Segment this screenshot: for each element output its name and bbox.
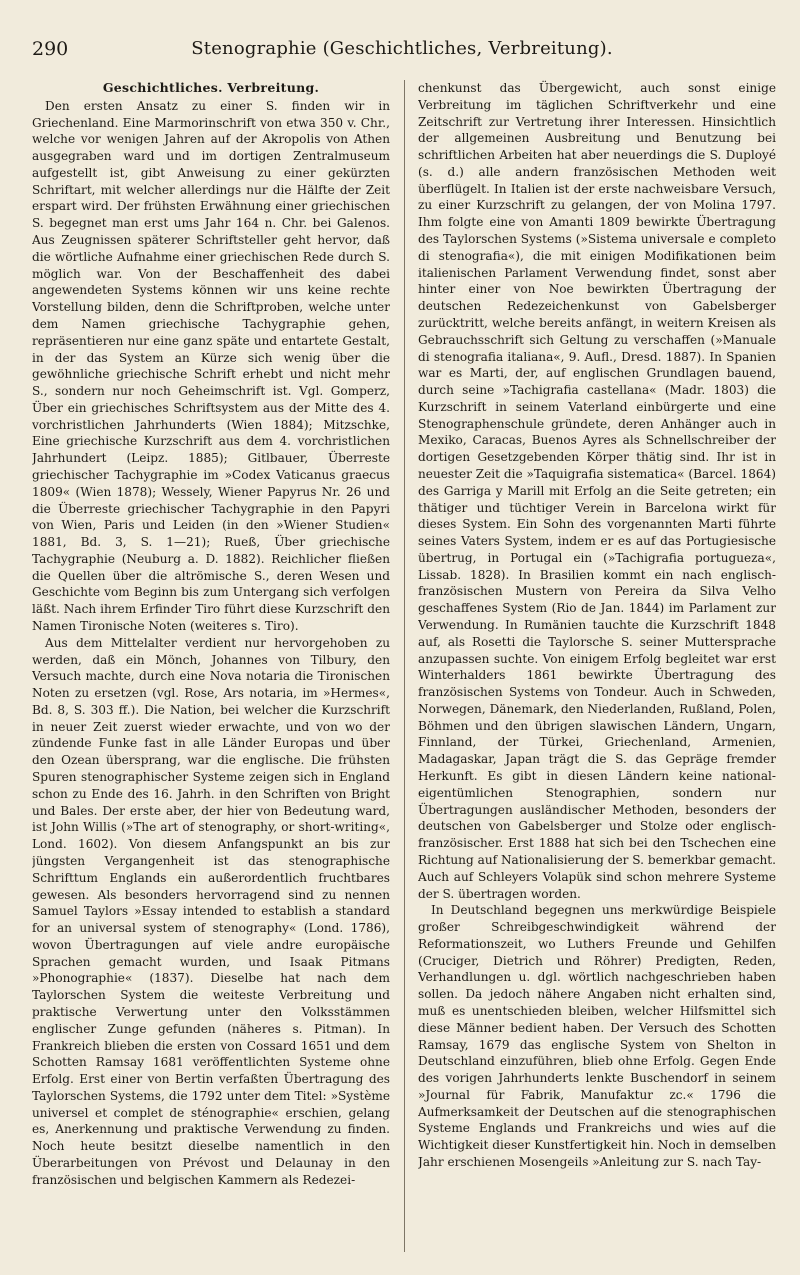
running-head: Stenographie (Geschichtliches, Verbreitung).	[191, 38, 613, 59]
column-divider	[404, 80, 405, 1252]
right-column	[418, 80, 776, 1252]
paragraph: Aus dem Mittelalter verdient nur hervorgehoben zu werden, daß ein Mönch, Johannes von Tilbury, den Versuch machte, durch eine Nova notaria die Tironischen Noten zu ersetzen (vgl. Rose, Ars notaria, im »Hermes«, Bd. 8, S. 303 ff.). Die Nation, bei welcher die Kurzschrift in neuer Zeit zuerst wieder erwachte, und von wo der zündende Funke fast in alle Länder Europas und über den Ozean übersprang, war die englische. Die frühsten Spuren stenographischer Systeme zeigen sich in England schon zu Ende des 16. Jahrh. in den Schriften von Bright und Bales. Der erste aber, der hier von Bedeutung ward, ist John Willis (»The art of stenography, or short-writing«, Lond. 1602). Von diesem Anfangspunkt an bis zur jüngsten Vergangenheit ist das stenographische Schrifttum Englands ein außerordentlich fruchtbares gewesen. Als besonders hervorragend sind zu nennen Samuel Taylors »Essay intended to establish a standard for an universal system of stenography« (Lond. 1786), wovon Übertragungen auf viele andre europäische Sprachen gemacht wurden, und Isaak Pitmans »Phonographie« (1837). Dieselbe hat nach dem Taylorschen System die weiteste Verbreitung und praktische Verwertung unter den Volksstämmen englischer Zunge gefunden (näheres s. Pitman). In Frankreich blieben die ersten von Cossard 1651 und dem Schotten Ramsay 1681 veröffentlichten Systeme ohne Erfolg. Erst einer von Bertin verfaßten Übertragung des Taylorschen Systems, die 1792 unter dem Titel: »Système universel et complet de sténographie« erschien, gelang es, Anerkennung und praktische Verwendung zu finden. Noch heute besitzt dieselbe namentlich in den Überarbeitungen von Prévost und Delaunay in den französischen und belgischen Kammern als Redezei-	[32, 635, 390, 1187]
page-header	[32, 34, 772, 68]
left-column	[32, 80, 390, 1252]
section-heading: Geschichtliches. Verbreitung.	[102, 80, 320, 95]
paragraph: Den ersten Ansatz zu einer S. finden wir in Griechenland. Eine Marmorinschrift von etwa 350 v. Chr., welche vor wenigen Jahren auf der Akropolis von Athen ausgegraben ward und im dortigen Zentralmuseum aufgestellt ist, gibt Anweisung zu einer gekürzten Schriftart, mit welcher allerdings nur die Hälfte der Zeit erspart wird. Der frühsten Erwähnung einer griechischen S. begegnet man erst ums Jahr 164 n. Chr. bei Galenos. Aus Zeugnissen späterer Schriftsteller geht hervor, daß die wörtliche Aufnahme einer griechischen Rede durch S. möglich war. Von der Beschaffenheit des dabei angewendeten Systems können wir uns keine rechte Vorstellung bilden, denn die Schriftproben, welche unter dem Namen griechische Tachygraphie gehen, repräsentieren nur eine ganz späte und entartete Gestalt, in der das System an Kürze sich wenig über die gewöhnliche griechische Schrift erhebt und nicht mehr S., sondern nur noch Geheimschrift ist. Vgl. Gomperz, Über ein griechisches Schriftsystem aus der Mitte des 4. vorchristlichen Jahrhunderts (Wien 1884); Mitzschke, Eine griechische Kurzschrift aus dem 4. vorchristlichen Jahrhundert (Leipz. 1885); Gitlbauer, Überreste griechischer Tachygraphie im »Codex Vaticanus graecus 1809« (Wien 1878); Wessely, Wiener Papyrus Nr. 26 und die Überreste griechischer Tachygraphie in den Papyri von Wien, Paris und Leiden (in den »Wiener Studien« 1881, Bd. 3, S. 1—21); Rueß, Über griechische Tachygraphie (Neuburg a. D. 1882). Reichlicher fließen die Quellen über die altrömische S., deren Wesen und Geschichte vom Beginn bis zum Untergang sich verfolgen läßt. Nach ihrem Erfinder Tiro führt diese Kurzschrift den Namen Tironische Noten (weiteres s. Tiro).	[32, 98, 390, 633]
paragraph-continued: chenkunst das Übergewicht, auch sonst einige Verbreitung im täglichen Schriftverkehr und eine Zeitschrift zur Vertretung ihrer Interessen. Hinsichtlich der allgemeinen Ausbreitung und Benutzung bei schriftlichen Arbeiten hat aber neuerdings die S. Duployé (s. d.) alle andern französischen Methoden weit überflügelt. In Italien ist der erste nachweisbare Versuch, zu einer Kurzschrift zu gelangen, der von Molina 1797. Ihm folgte eine von Amanti 1809 bewirkte Übertragung des Taylorschen Systems (»Sistema universale e completo di stenografia«), die mit einigen Modifikationen beim italienischen Parlament Verwendung findet, sonst aber hinter einer von Noe bewirkten Übertragung der deutschen Redezeichenkunst von Gabelsberger zurücktritt, welche bereits anfängt, in weitern Kreisen als Gebrauchsschrift sich Geltung zu verschaffen (»Manuale di stenografia italiana«, 9. Aufl., Dresd. 1887). In Spanien war es Marti, der, auf englischen Grundlagen bauend, durch seine »Tachigrafia castellana« (Madr. 1803) die Kurzschrift in seinem Vaterland einbürgerte und eine Stenographenschule gründete, deren Anhänger auch in Mexiko, Caracas, Buenos Ayres als Schnellschreiber der dortigen Gesetzgebenden Körper thätig sind. Ihr ist in neuester Zeit die »Taquigrafia sistematica« (Barcel. 1864) des Garriga y Marill mit Erfolg an die Seite getreten; ein thätiger und tüchtiger Verein in Barcelona wirkt für dieses System. Ein Sohn des vorgenannten Marti führte seines Vaters System, indem er es auf das Portugiesische übertrug, in Portugal ein (»Tachigrafia portugueza«, Lissab. 1828). In Brasilien kommt ein nach englisch-französischen Mustern von Pereira da Silva Velho geschaffenes System (Rio de Jan. 1844) im Parlament zur Verwendung. In Rumänien tauchte die Kurzschrift 1848 auf, als Rosetti die Taylorsche S. seiner Muttersprache anzupassen suchte. Von einigem Erfolg begleitet war erst Winterhalders 1861 bewirkte Übertragung des französischen Systems von Tondeur. Auch in Schweden, Norwegen, Dänemark, den Niederlanden, Rußland, Polen, Böhmen und den übrigen slawischen Ländern, Ungarn, Finnland, der Türkei, Griechenland, Armenien, Madagaskar, Japan trägt die S. das Gepräge fremder Herkunft. Es gibt in diesen Ländern keine national-eigentümlichen Stenographien, sondern nur Übertragungen ausländischer Methoden, besonders der deutschen von Gabelsberger und Stolze oder englisch-französischer. Erst 1888 hat sich bei den Tschechen eine Richtung auf Nationalisierung der S. bemerkbar gemacht. Auch auf Schleyers Volapük sind schon mehrere Systeme der S. übertragen worden.	[418, 81, 776, 901]
page-number: 290	[32, 38, 69, 60]
text-columns	[32, 80, 776, 1252]
paragraph: In Deutschland begegnen uns merkwürdige Beispiele großer Schreibgeschwindigkeit während der Reformationszeit, wo Luthers Freunde und Gehilfen (Cruciger, Dietrich und Röhrer) Predigten, Reden, Verhandlungen u. dgl. wörtlich nachgeschrieben haben sollen. Da jedoch nähere Angaben nicht erhalten sind, muß es unentschieden bleiben, welcher Hilfsmittel sich diese Männer bedient haben. Der Versuch des Schotten Ramsay, 1679 das englische System von Shelton in Deutschland einzuführen, blieb ohne Erfolg. Gegen Ende des vorigen Jahrhunderts lenkte Buschendorf in seinem »Journal für Fabrik, Manufaktur zc.« 1796 die Aufmerksamkeit der Deutschen auf die stenographischen Systeme Englands und Frankreichs und wies auf die Wichtigkeit dieser Kunstfertigkeit hin. Noch in demselben Jahr erschienen Mosengeils »Anleitung zur S. nach Tay-	[418, 903, 776, 1169]
